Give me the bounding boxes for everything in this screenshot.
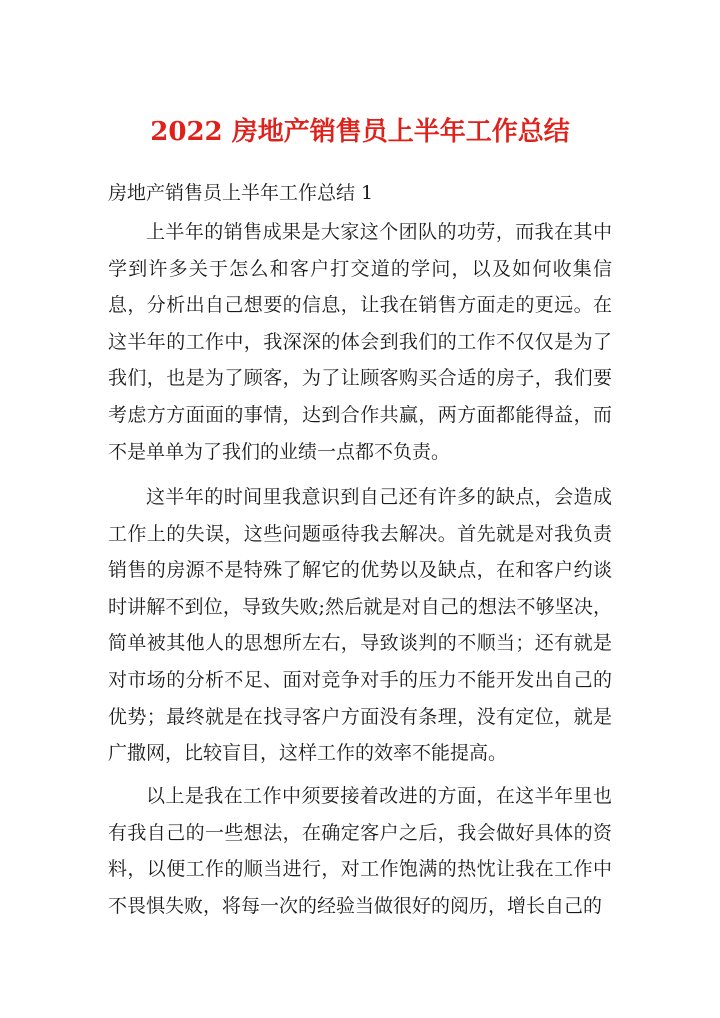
paragraph-3 (108, 778, 612, 924)
paragraph-text: 上半年的销售成果是大家这个团队的功劳，而我在其中学到许多关于怎么和客户打交道的学问，以及如何收集信息，分析出自己想要的信息，让我在销售方面走的更远。在这半年的工作中，我深深的体会到我们的工作不仅仅是为了我们，也是为了顾客，为了让顾客购买合适的房子，我们要考虑方方面面的事情，达到合作共赢，两方面都能得益，而不是单单为了我们的业绩一点都不负责。 (108, 221, 612, 463)
paragraph-text: 这半年的时间里我意识到自己还有许多的缺点，会造成工作上的失误，这些问题亟待我去解决。首先就是对我负责销售的房源不是特殊了解它的优势以及缺点，在和客户约谈时讲解不到位，导致失败;然后就是对自己的想法不够坚决，简单被其他人的思想所左右，导致谈判的不顺当；还有就是对市场的分析不足、面对竞争对手的压力不能开发出自己的优势；最终就是在找寻客户方面没有条理，没有定位，就是广撒网，比较盲目，这样工作的效率不能提高。 (108, 486, 612, 765)
paragraph-text: 以上是我在工作中须要接着改进的方面，在这半年里也有我自己的一些想法，在确定客户之后，我会做好具体的资料，以便工作的顺当进行，对工作饱满的热忱让我在工作中不畏惧失败，将每一次的经验当做很好的阅历，增长自己的 (108, 785, 612, 917)
section-heading: 房地产销售员上半年工作总结 1 (108, 182, 374, 204)
paragraph-1 (108, 214, 612, 470)
paragraph-2 (108, 479, 612, 772)
document-title: 2022 房地产销售员上半年工作总结 (150, 117, 570, 147)
